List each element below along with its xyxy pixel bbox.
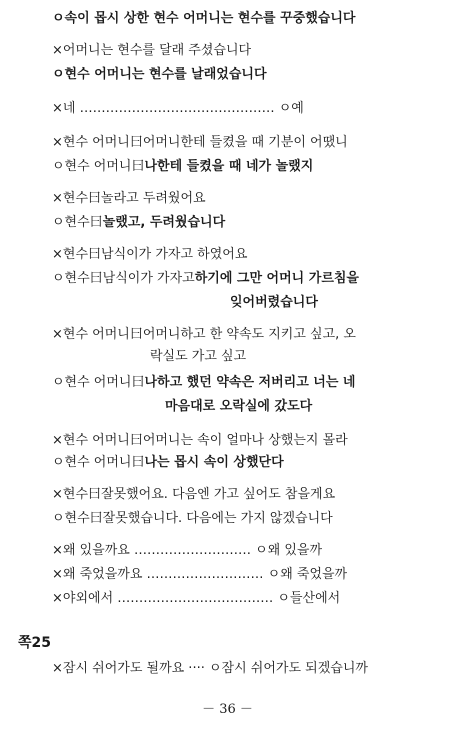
text-line — [0, 658, 455, 680]
line-text: ×어머니는 현수를 달래 주셨습니다 — [52, 43, 252, 58]
line-text: ㅇ현수 어머니는 현수를 날래었습니다 — [52, 67, 267, 82]
text-line — [0, 372, 455, 394]
line-text: ×현수 어머니曰어머니하고 한 약속도 지키고 싶고, 오 — [52, 327, 356, 342]
text-line — [0, 156, 455, 178]
text-line — [0, 268, 455, 290]
text-line — [0, 508, 455, 530]
line-text: ㅇ현수曰잘못했습니다. 다음에는 가지 않겠습니다 — [52, 511, 333, 526]
line-text: ×현수曰잘못했어요. 다음엔 가고 싶어도 참을게요 — [52, 487, 336, 502]
section-label: 쪽25 — [18, 635, 52, 651]
text-line — [0, 8, 455, 30]
line-text: ×네 ……………………………………… ㅇ예 — [52, 101, 304, 116]
text-line — [0, 346, 455, 368]
text-line — [0, 188, 455, 210]
text-line — [0, 484, 455, 506]
text-line — [0, 452, 455, 474]
line-text: ×왜 죽었을까요 ……………………… ㅇ왜 죽었을까 — [52, 567, 348, 582]
line-text: ㅇ속이 몹시 상한 현수 어머니는 현수를 꾸중했습니다 — [52, 11, 356, 26]
page-number: － 36 － — [202, 702, 253, 717]
text-line — [0, 540, 455, 562]
line-text: ㅇ현수曰 — [52, 215, 103, 230]
line-text: ㅇ현수 어머니曰 — [52, 159, 145, 174]
text-line — [0, 588, 455, 610]
text-line — [0, 40, 455, 62]
line-text: ×현수 어머니曰어머니는 속이 얼마나 상했는지 몰라 — [52, 433, 348, 448]
line-text: ㅇ현수 어머니曰 — [52, 455, 145, 470]
text-line — [0, 324, 455, 346]
line-text: ×잠시 쉬어가도 될까요 ···· ㅇ잠시 쉬어가도 되겠습니까 — [52, 661, 368, 676]
line-bold-text: 놀랬고, 두려웠습니다 — [102, 215, 226, 230]
text-line — [0, 132, 455, 154]
text-line — [0, 430, 455, 452]
line-text: ×야외에서 ……………………………… ㅇ들산에서 — [52, 591, 341, 606]
line-text: ×현수 어머니曰어머니한테 들켰을 때 기분이 어땠니 — [52, 135, 348, 150]
line-bold-text: 잊어버렸습니다 — [230, 295, 318, 310]
text-line — [0, 564, 455, 586]
text-line — [0, 212, 455, 234]
line-bold-text: 나한테 들켰을 때 네가 놀랬지 — [144, 159, 314, 174]
text-line — [0, 64, 455, 86]
text-line — [0, 244, 455, 266]
line-bold-text: 마음대로 오락실에 갔도다 — [165, 399, 313, 414]
line-bold-text: 하기에 그만 어머니 가르침을 — [194, 271, 359, 286]
line-text: ㅇ현수曰남식이가 가자고 — [52, 271, 195, 286]
line-text: ×왜 있을까요 ……………………… ㅇ왜 있을까 — [52, 543, 323, 558]
line-text: 락실도 가고 싶고 — [150, 349, 247, 364]
line-text: ㅇ현수 어머니曰 — [52, 375, 145, 390]
text-line — [0, 396, 455, 418]
line-bold-text: 나는 몹시 속이 상했단다 — [144, 455, 284, 470]
line-text: ×현수曰놀라고 두려웠어요 — [52, 191, 206, 206]
line-text: ×현수曰남식이가 가자고 하였어요 — [52, 247, 248, 262]
text-line — [0, 98, 455, 120]
text-line — [0, 292, 455, 314]
line-bold-text: 나하고 했던 약속은 저버리고 너는 네 — [144, 375, 356, 390]
